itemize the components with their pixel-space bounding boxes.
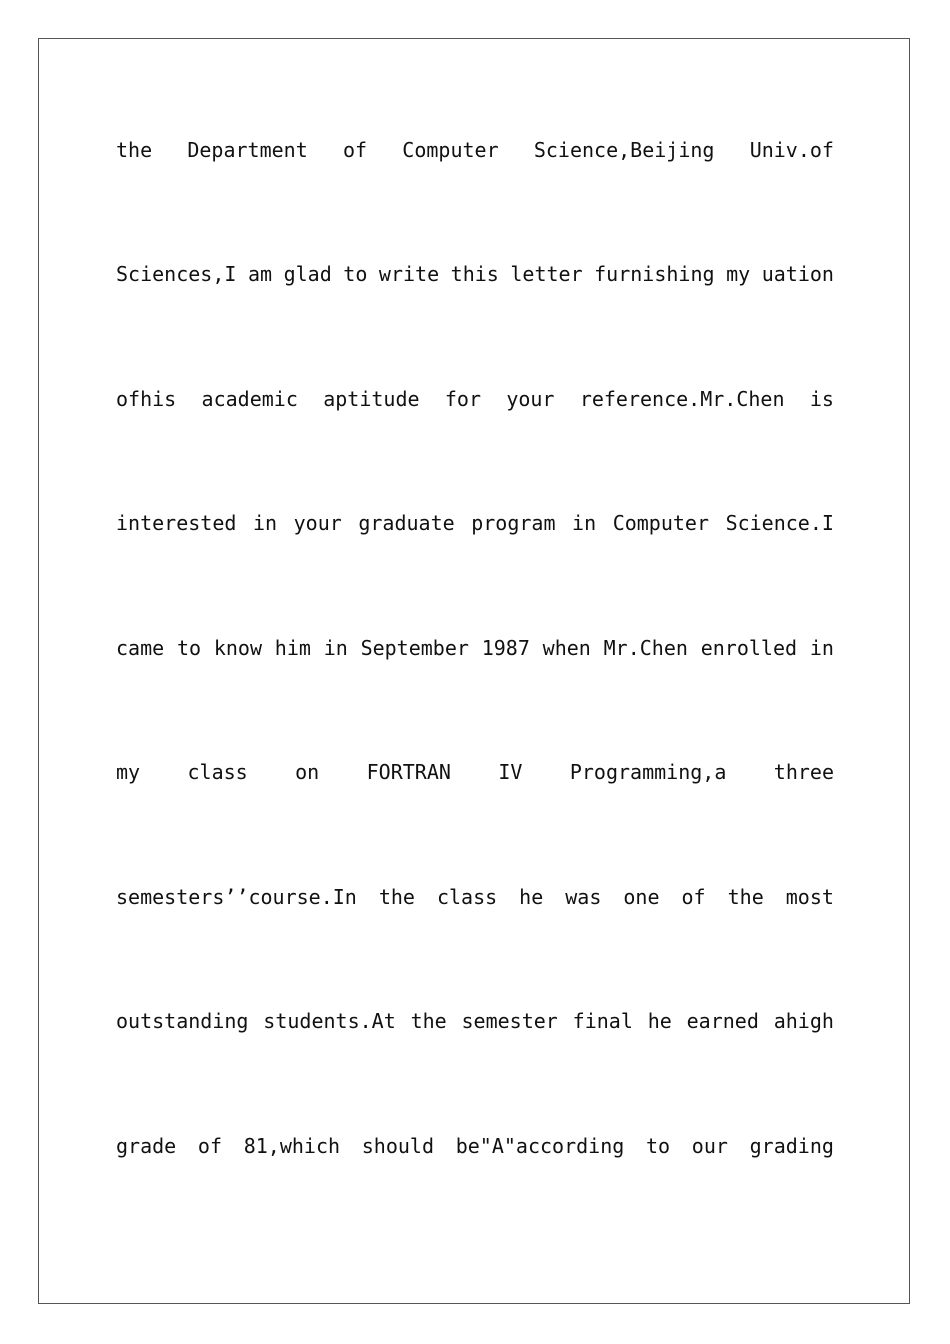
word: one [623, 885, 660, 909]
word: know [213, 636, 262, 660]
word: your [506, 387, 555, 411]
word: Sciences,I [116, 262, 237, 286]
word: Computer [402, 138, 499, 162]
word: reference.Mr.Chen [579, 387, 785, 411]
text-line [116, 387, 834, 411]
text-line [116, 1134, 834, 1158]
word: Programming,a [569, 760, 727, 784]
word: ofhis [116, 387, 177, 411]
word: three [773, 760, 834, 784]
word: uation [761, 262, 834, 286]
word: of [681, 885, 706, 909]
word: this [450, 262, 499, 286]
word: Computer [612, 511, 710, 535]
word: glad [283, 262, 332, 286]
word: letter [510, 262, 583, 286]
word: IV [498, 760, 523, 784]
word: the [378, 885, 415, 909]
text-line [116, 885, 834, 909]
word: in [323, 636, 348, 660]
word: my [116, 760, 141, 784]
word: grade [116, 1134, 177, 1158]
word: final [572, 1009, 633, 1033]
word: Department [187, 138, 308, 162]
word: for [444, 387, 481, 411]
word: FORTRAN [366, 760, 451, 784]
word: semesters’’course.In [116, 885, 357, 909]
text-line [116, 636, 834, 660]
word: to [176, 636, 202, 660]
word: him [274, 636, 311, 660]
word: Univ.of [749, 138, 834, 162]
word: the [116, 138, 153, 162]
word: came [116, 636, 165, 660]
word: most [785, 885, 834, 909]
word: in [252, 511, 278, 535]
word: grading [749, 1134, 834, 1158]
word: students.At [263, 1009, 396, 1033]
word: September [360, 636, 469, 660]
word: class [187, 760, 248, 784]
word: should [361, 1134, 434, 1158]
word: of [342, 138, 368, 162]
word: graduate [358, 511, 455, 535]
text-line [116, 760, 834, 784]
word: 81,which [243, 1134, 341, 1158]
page-border [38, 38, 910, 1304]
text-line [116, 262, 834, 286]
word: am [247, 262, 273, 286]
word: is [809, 387, 834, 411]
word: the [410, 1009, 447, 1033]
word: earned [686, 1009, 759, 1033]
word: to [343, 262, 368, 286]
word: in [809, 636, 834, 660]
word: of [197, 1134, 223, 1158]
word: was [565, 885, 602, 909]
word: write [378, 262, 440, 286]
word: interested [116, 511, 237, 535]
word: academic [201, 387, 298, 411]
word: class [436, 885, 498, 909]
word: outstanding [116, 1009, 249, 1033]
word: enrolled [700, 636, 798, 660]
word: he [519, 885, 544, 909]
word: our [691, 1134, 728, 1158]
word: on [295, 760, 320, 784]
word: he [647, 1009, 672, 1033]
text-line [116, 1009, 834, 1033]
word: program [471, 511, 556, 535]
word: furnishing [594, 262, 715, 286]
word: to [645, 1134, 671, 1158]
word: in [572, 511, 597, 535]
word: ahigh [773, 1009, 834, 1033]
word: my [726, 262, 751, 286]
word: 1987 [481, 636, 530, 660]
word: Science,Beijing [533, 138, 715, 162]
text-line [116, 138, 834, 162]
word: aptitude [323, 387, 420, 411]
text-line [116, 511, 834, 535]
word: semester [461, 1009, 558, 1033]
word: Mr.Chen [603, 636, 688, 660]
word: be"A"according [455, 1134, 625, 1158]
word: Science.I [725, 511, 834, 535]
word: when [542, 636, 591, 660]
word: your [293, 511, 342, 535]
word: the [727, 885, 764, 909]
